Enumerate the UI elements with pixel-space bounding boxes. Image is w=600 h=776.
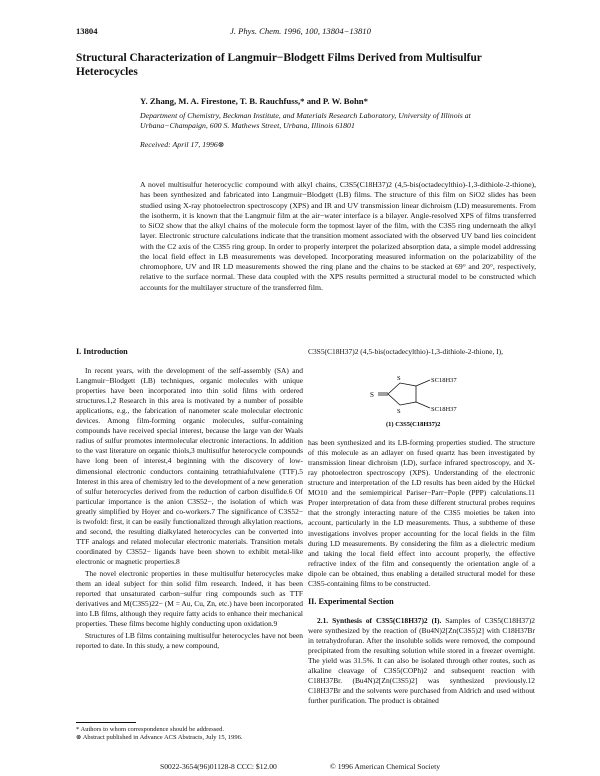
ring-sulfur-bottom: S — [397, 408, 401, 416]
chemical-structure — [308, 363, 535, 429]
dithiole-ring — [388, 383, 416, 405]
compound-intro-line: C3S5(C18H37)2 (4,5-bis(octadecylthio)-1,3-dithiole-2-thione, I), — [308, 347, 503, 356]
bottom-chain-bond — [416, 402, 430, 408]
bottom-chain-label: SC18H37 — [431, 406, 457, 414]
top-chain-bond — [416, 380, 430, 386]
received-date: Received: April 17, 1996⊗ — [140, 140, 225, 149]
article-code: S0022-3654(96)01128-8 CCC: $12.00 — [160, 762, 277, 771]
page-footer — [160, 762, 440, 771]
ring-sulfur-top: S — [397, 375, 401, 383]
structure-caption: (1) C3S5(C18H37)2 — [386, 421, 441, 429]
journal-citation: J. Phys. Chem. 1996, 100, 13804−13810 — [230, 26, 371, 36]
intro-paragraph-3: Structures of LB films containing multisulfur heterocycles have not been reported to date. In this study, a new compound, — [76, 631, 303, 651]
footnote-abstract-published: ⊗ Abstract published in Advance ACS Abstracts, July 15, 1996. — [76, 734, 243, 741]
subsection-heading-synthesis: 2.1. Synthesis of C3S5(C18H37)2 (I). — [317, 615, 442, 625]
intro-paragraph-2: The novel electronic properties in these multisulfur heterocycles make them an ideal subject for thin solid film research. Indeed, it has been reported that unsaturated carbon−sulfur ring compounds such as TTF derivatives and M(C3S5)22− (M = Au, Cu, Zn, etc.) have been incorporated into LB films, although they require fatty acids to enhance their mechanical properties. These films become highly conducting upon oxidation.9 — [76, 568, 303, 629]
author-list: Y. Zhang, M. A. Firestone, T. B. Rauchfuss,* and P. W. Bohn* — [140, 96, 368, 106]
left-column — [76, 347, 303, 653]
abstract: A novel multisulfur heterocyclic compound with alkyl chains, C3S5(C18H37)2 (4,5-bis(octadecylthio)-1,3-dithiole-2-thione), has been synthesized and fabricated into Langmuir−Blodgett (LB) films. The structure of this film on SiO2 slides has been studied using X-ray photoelectron spectroscopy (XPS) and IR and UV transmission linear dichroism (LD) measurements. From the isotherm, it is known that the Langmuir film at the air−water interface is a bilayer. Angle-resolved XPS of films transferred to SiO2 show that the alkyl chains of the molecule form the topmost layer of the film, with the C3S5 ring underneath the alkyl layer. Electronic structure calculations indicate that the transition moment associated with the observed UV band lies coincident with the C2 axis of the C3S5 ring group. In order to properly interpret the polarized absorption data, a simple model addressing the local field effect in LB measurements was developed. Incorporating measured information on the polarizability of the chromophore, UV and IR LD measurements showed the ring plane and the chains to be stacked at 69° and 20°, respectively, relative to the surface normal. These data coupled with the XPS results permitted a structural model to be constructed which accounts for the multilayer structure of the transferred film. — [140, 180, 536, 292]
copyright: © 1996 American Chemical Society — [330, 762, 440, 771]
compound-paragraph: has been synthesized and its LB-forming properties studied. The structure of this molecule as an adlayer on fused quartz has been investigated by transmission linear dichroism (LD), surface infrared spectroscopy, and X-ray photoelectron spectroscopy (XPS). Understanding of the electronic structure and interpretation of the LD results has been aided by the Hückel MO10 and the semiempirical Pariser−Parr−Pople (PPP) calculations.11 Proper interpretation of data from these different structural probes requires that the strongly interacting nature of the C3S5 moieties be taken into account, particularly in the LD measurements. Thus, a subtheme of these investigations involves proper accounting for the local fields in the film during LD measurements. By considering the film as a dielectric medium and taking the local field effect into account properly, the effective refractive index of the film and consequently the orientation angle of a dipole can be obtained, thus enabling a detailed structural model for these C3S5-containing films to be constructed. — [308, 438, 535, 588]
footnote-correspondence: * Authors to whom correspondence should be addressed. — [76, 726, 225, 733]
footnote-divider — [76, 722, 136, 723]
section-heading-introduction: I. Introduction — [76, 347, 128, 356]
synthesis-paragraph: Samples of C3S5(C18H37)2 were synthesized by the reaction of (Bu4N)2[Zn(C3S5)2] with C18H37Br in tetrahydrofuran. After the insoluble solids were removed, the compound precipitated from the resulting solution while stored in a freezer overnight. The yield was 31.5%. It can also be isolated through other routes, such as alkaline cleavage of C3S5(COPh)2 and subsequent reaction with C18H37Br. (Bu4N)2[Zn(C3S5)2] was synthesized previously.12 C18H37Br and the solvents were purchased from Aldrich and used without further purification. The product is obtained — [308, 615, 536, 706]
affiliation: Department of Chemistry, Beckman Institute, and Materials Research Laboratory, University of Illinois at Urbana−Champaign, 600 S. Mathews Street, Urbana, Illinois 61801 — [140, 111, 471, 131]
intro-paragraph-1: In recent years, with the development of the self-assembly (SA) and Langmuir−Blodgett (LB) techniques, organic molecules with unique properties have been incorporated into thin solid films with ordered structures.1,2 Research in this area is motivated by a number of possible applications, e.g., the fabrication of nanometer scale molecular electronic devices. Among film-forming organic molecules, sulfur-containing compounds have received special interest, because the large van der Waals radius of sulfur promotes intermolecular electronic interactions. In addition to the vast literature on organic thiols,3 multisulfur heterocycle compounds have long been of interest,4 beginning with the discovery of low-dimensional electronic conductors containing tetrathiafulvalene (TTF).5 Interest in this area of chemistry led to the development of a new generation of sulfur heterocycles derived from the reduction of carbon disulfide.6 Of particular importance is the anion C3S52−, the isolation of which was greatly simplified by Hoyer and co-workers.7 The significance of C3S52− is twofold: first, it can be easily functionalized through alkylation reactions, and second, the resulting dialkylated heterocycles can be converted into TTF analogs and related molecular electronic materials. Transition metals coordinated by C3S52− ligands have been shown to exhibit metal-like electronic or magnetic properties.8 — [76, 366, 303, 566]
section-heading-experimental: II. Experimental Section — [308, 596, 394, 606]
footnotes — [76, 726, 303, 742]
article-title: Structural Characterization of Langmuir−Blodgett Films Derived from Multisulfur Heterocycles — [76, 52, 482, 78]
thione-sulfur-label: S — [370, 391, 374, 400]
top-chain-label: SC18H37 — [431, 377, 457, 385]
right-column — [308, 347, 535, 708]
page-number: 13804 — [76, 26, 98, 36]
